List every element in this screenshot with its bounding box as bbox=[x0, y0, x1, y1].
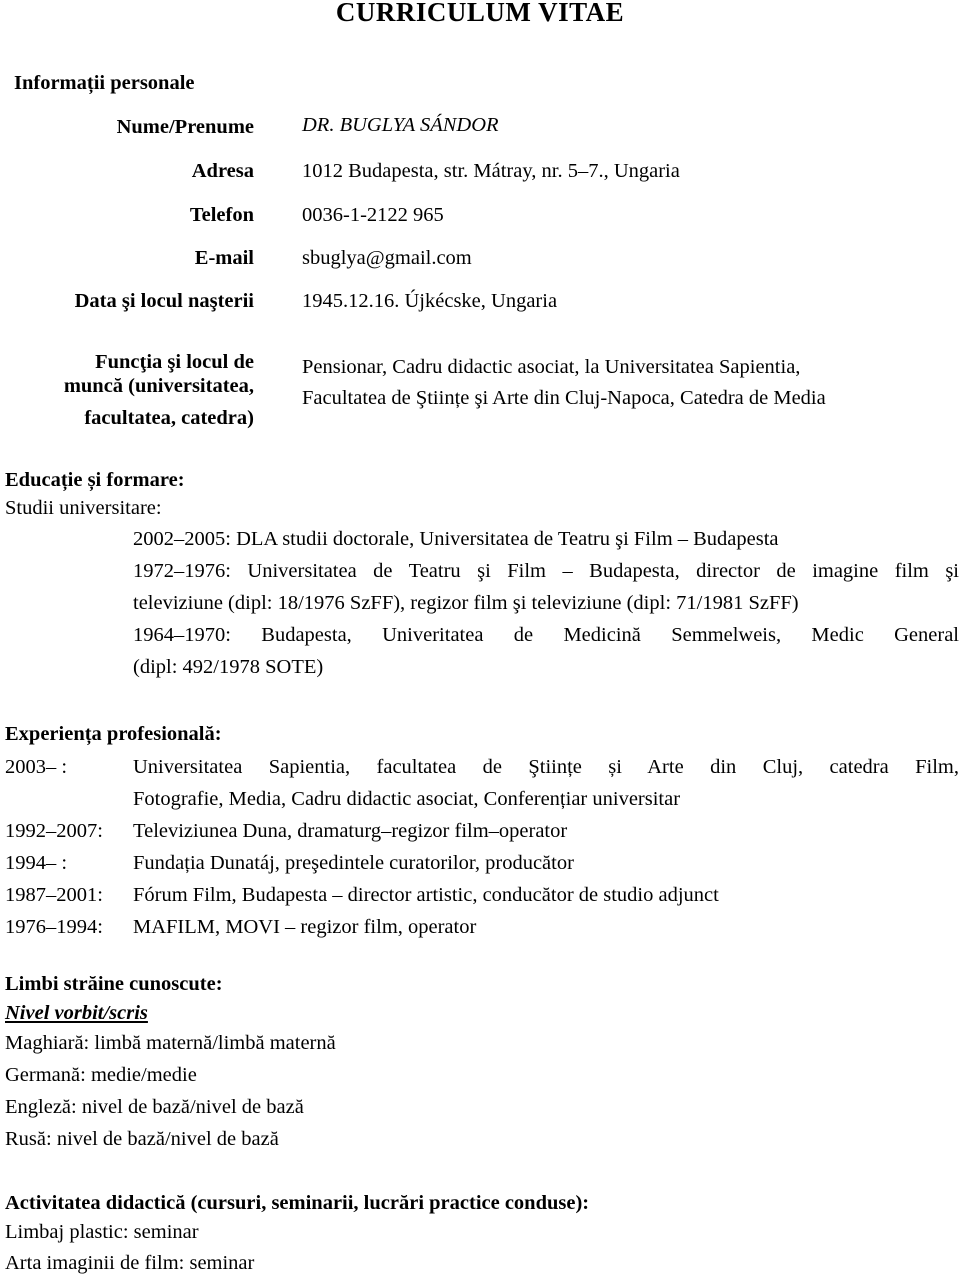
name-label: Nume/Prenume bbox=[116, 116, 254, 138]
job-label-line: Funcţia şi locul de bbox=[95, 351, 254, 373]
phone-value: 0036-1-2122 965 bbox=[302, 204, 444, 226]
email-value: sbuglya@gmail.com bbox=[302, 247, 472, 269]
job-label-line: facultatea, catedra) bbox=[84, 407, 254, 429]
language-item: Engleză: nivel de bază/nivel de bază bbox=[5, 1096, 304, 1118]
job-value-line: Facultatea de Ştiințe şi Arte din Cluj-Napoca, Catedra de Media bbox=[302, 387, 826, 409]
education-line: 1972–1976: Universitatea de Teatru şi Film – Budapesta, director de imagine film şi bbox=[133, 560, 959, 582]
teaching-item: Limbaj plastic: seminar bbox=[5, 1221, 199, 1243]
teaching-heading: Activitatea didactică (cursuri, seminarii, lucrări practice conduse): bbox=[5, 1192, 590, 1214]
job-value-line: Pensionar, Cadru didactic asociat, la Universitatea Sapientia, bbox=[302, 356, 801, 378]
education-line: televiziune (dipl: 18/1976 SzFF), regizor film şi televiziune (dipl: 71/1981 SzFF) bbox=[133, 592, 799, 614]
address-value: 1012 Budapesta, str. Mátray, nr. 5–7., Ungaria bbox=[302, 160, 680, 182]
languages-heading: Limbi străine cunoscute: bbox=[5, 973, 223, 995]
education-line: 2002–2005: DLA studii doctorale, Universitatea de Teatru şi Film – Budapesta bbox=[133, 528, 779, 550]
name-value: DR. BUGLYA SÁNDOR bbox=[302, 114, 499, 136]
education-line: 1964–1970: Budapesta, Univeritatea de Medicină Semmelweis, Medic General bbox=[133, 624, 959, 646]
language-item: Rusă: nivel de bază/nivel de bază bbox=[5, 1128, 279, 1150]
experience-date: 2003– : bbox=[5, 756, 68, 778]
personal-info-heading: Informații personale bbox=[14, 72, 195, 94]
experience-text: Universitatea Sapientia, facultatea de Ştiințe și Arte din Cluj, catedra Film, bbox=[133, 756, 959, 778]
phone-label: Telefon bbox=[189, 204, 254, 226]
languages-level-label: Nivel vorbit/scris bbox=[5, 1002, 148, 1024]
experience-text: Televiziunea Duna, dramaturg–regizor film–operator bbox=[133, 820, 568, 842]
experience-date: 1992–2007: bbox=[5, 820, 103, 842]
language-item: Germană: medie/medie bbox=[5, 1064, 197, 1086]
experience-date: 1994– : bbox=[5, 852, 68, 874]
experience-heading: Experiența profesională: bbox=[5, 723, 222, 745]
experience-text: Fotografie, Media, Cadru didactic asociat, Conferențiar universitar bbox=[133, 788, 681, 810]
address-label: Adresa bbox=[191, 160, 254, 182]
job-label-line: muncă (universitatea, bbox=[63, 375, 254, 397]
birth-value: 1945.12.16. Újkécske, Ungaria bbox=[302, 290, 558, 312]
experience-text: MAFILM, MOVI – regizor film, operator bbox=[133, 916, 477, 938]
teaching-item: Arta imaginii de film: seminar bbox=[5, 1252, 255, 1274]
birth-label: Data şi locul naşterii bbox=[74, 290, 254, 312]
experience-date: 1987–2001: bbox=[5, 884, 103, 906]
language-item: Maghiară: limbă maternă/limbă maternă bbox=[5, 1032, 336, 1054]
page-title: CURRICULUM VITAE bbox=[335, 0, 625, 27]
experience-text: Fundația Dunatáj, preşedintele curatorilor, producător bbox=[133, 852, 574, 874]
experience-date: 1976–1994: bbox=[5, 916, 103, 938]
education-line: (dipl: 492/1978 SOTE) bbox=[133, 656, 324, 678]
experience-text: Fórum Film, Budapesta – director artistic, conducător de studio adjunct bbox=[133, 884, 719, 906]
email-label: E-mail bbox=[194, 247, 254, 269]
education-subheading: Studii universitare: bbox=[5, 497, 162, 519]
education-heading: Educație și formare: bbox=[5, 469, 185, 491]
